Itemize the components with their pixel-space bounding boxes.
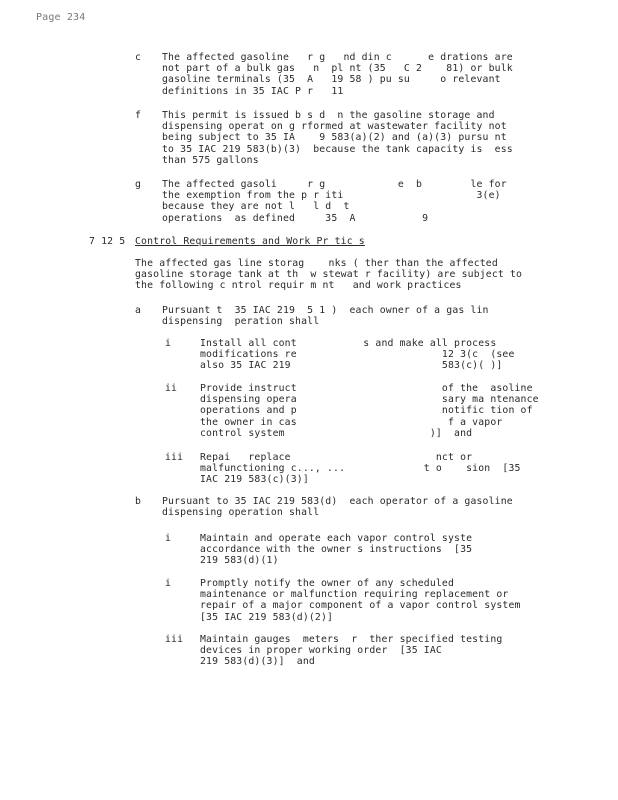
subitem-line: modifications re 12 3(c (see (200, 349, 515, 361)
item-g-text (162, 179, 507, 224)
intro-line: gasoline storage tank at th w stewat r facility) are subject to (135, 269, 523, 281)
subitem-line: also 35 IAC 219 583(c)( )] (200, 360, 503, 372)
item-f-line: to 35 IAC 219 583(b)(3) because the tank capacity is ess (162, 143, 513, 155)
subitem-line: Maintain and operate each vapor control syste (200, 533, 473, 544)
item-f-line: This permit is issued b s d n the gasoline storage and (162, 110, 495, 121)
subitem-a-iii-label: iii (165, 452, 184, 463)
subitem-line: [35 IAC 219 583(d)(2)] (200, 611, 334, 623)
item-a-text (162, 305, 489, 327)
item-f-line: than 575 gallons (162, 154, 259, 166)
item-g-line: operations as defined 35 A 9 (162, 212, 429, 224)
item-g-label: g (135, 179, 142, 190)
item-b-text (162, 496, 513, 518)
subitem-line: Install all cont s and make all process (200, 338, 497, 349)
item-a-line: Pursuant t 35 IAC 219 5 1 ) each owner of a gas lin (162, 305, 489, 316)
subitem-line: accordance with the owner s instructions [35 (200, 544, 473, 556)
section-intro (135, 258, 522, 292)
item-b-line: Pursuant to 35 IAC 219 583(d) each operator of a gasoline (162, 496, 513, 507)
item-b-label: b (135, 496, 142, 507)
subitem-line: IAC 219 583(c)(3)] (200, 474, 309, 486)
subitem-line: operations and p notific tion of (200, 405, 533, 417)
subitem-line: the owner in cas f a vapor (200, 416, 503, 428)
subitem-line: 219 583(d)(3)] and (200, 656, 315, 668)
intro-line: The affected gas line storag nks ( ther than the affected (135, 258, 498, 269)
subitem-a-iii-text (200, 452, 521, 486)
subitem-line: Repai replace nct or (200, 452, 473, 463)
subitem-b-ii-label: i (165, 578, 172, 589)
section-number: 7 12 5 (89, 236, 126, 247)
page-header: Page 234 (36, 12, 86, 23)
subitem-line: Promptly notify the owner of any scheduled (200, 578, 455, 589)
subitem-line: control system )] and (200, 427, 473, 439)
subitem-a-ii-text (200, 383, 539, 439)
item-f-line: dispensing operat on g rformed at wastewater facility not (162, 121, 507, 133)
subitem-a-i-label: i (165, 338, 172, 349)
item-c-text (162, 52, 513, 97)
subitem-b-i-label: i (165, 533, 172, 544)
subitem-b-iii-text (200, 634, 502, 668)
subitem-line: dispensing opera sary ma ntenance (200, 394, 539, 406)
item-a-line: dispensing peration shall (162, 316, 320, 328)
subitem-line: 219 583(d)(1) (200, 555, 279, 567)
item-b-line: dispensing operation shall (162, 507, 320, 519)
subitem-line: Maintain gauges meters r ther specified testing (200, 634, 503, 645)
subitem-a-i-text (200, 338, 515, 372)
item-g-line: because they are not l l d t (162, 201, 350, 213)
subitem-line: Provide instruct of the asoline (200, 383, 533, 394)
item-g-line: the exemption from the p r iti 3(e) (162, 190, 501, 202)
subitem-line: devices in proper working order [35 IAC (200, 645, 442, 657)
item-a-label: a (135, 305, 142, 316)
item-c-line: not part of a bulk gas n pl nt (35 C 2 81) or bulk (162, 63, 513, 75)
subitem-line: malfunctioning c..., ... t o sion [35 (200, 463, 521, 475)
subitem-b-ii-text (200, 578, 521, 623)
item-c-line: definitions in 35 IAC P r 11 (162, 85, 344, 97)
item-c-line: The affected gasoline r g nd din c e drations are (162, 52, 513, 63)
item-f-line: being subject to 35 IA 9 583(a)(2) and (a)(3) pursu nt (162, 132, 507, 144)
subitem-line: maintenance or malfunction requiring replacement or (200, 589, 509, 601)
subitem-line: repair of a major component of a vapor control system (200, 600, 521, 612)
subitem-b-i-text (200, 533, 472, 567)
subitem-b-iii-label: iii (165, 634, 184, 645)
section-title: Control Requirements and Work Pr tic s (135, 236, 365, 247)
item-f-text (162, 110, 513, 166)
item-c-line: gasoline terminals (35 A 19 58 ) pu su o relevant (162, 74, 501, 86)
intro-line: the following c ntrol requir m nt and work practices (135, 280, 462, 292)
item-c-label: c (135, 52, 142, 63)
item-g-line: The affected gasoli r g e b le for (162, 179, 507, 190)
subitem-a-ii-label: ii (165, 383, 178, 394)
item-f-label: f (135, 110, 142, 121)
